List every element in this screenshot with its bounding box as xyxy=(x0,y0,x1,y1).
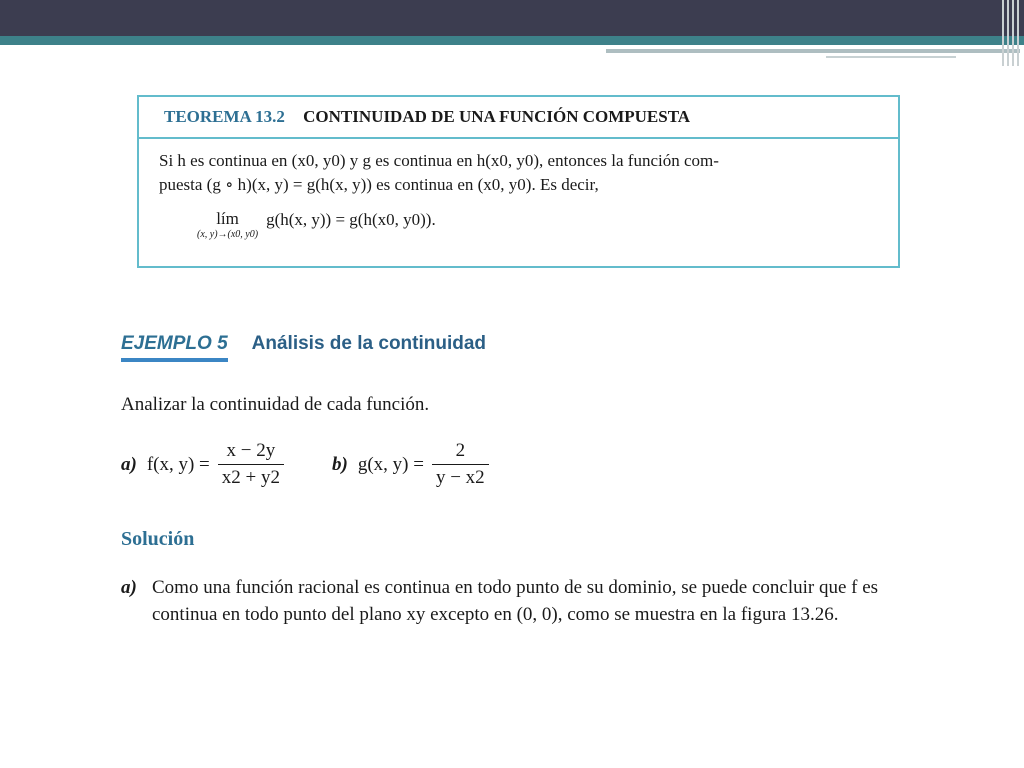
part-a-fraction xyxy=(218,440,284,489)
slide-header-band xyxy=(0,0,1024,36)
limit-expression: g(h(x, y)) = g(h(x0, y0)). xyxy=(266,210,436,229)
example-intro: Analizar la continuidad de cada función. xyxy=(121,394,430,415)
part-a-numerator: x − 2y xyxy=(226,440,276,461)
solution-part-a-label: a) xyxy=(121,577,137,598)
solution-part-a xyxy=(121,574,927,628)
part-b-label: b) xyxy=(332,453,348,475)
part-a-denominator: x2 + y2 xyxy=(218,464,284,489)
part-b-lhs: g(x, y) = xyxy=(357,453,424,475)
theorem-title: CONTINUIDAD DE UNA FUNCIÓN COMPUESTA xyxy=(303,107,691,126)
theorem-limit xyxy=(197,209,878,240)
part-b-fraction xyxy=(432,440,489,489)
slide-corner-lines xyxy=(998,0,1024,66)
limit-word: lím xyxy=(216,209,239,228)
example-title: Análisis de la continuidad xyxy=(251,333,487,354)
part-a-lhs: f(x, y) = xyxy=(146,453,210,475)
solution-part-a-text: Como una función racional es continua en todo punto de su dominio, se puede concluir que f es continua en todo punto del plano xy excepto en (0, 0), como se muestra en la figura 13.26. xyxy=(152,577,879,625)
theorem-number: TEOREMA 13.2 xyxy=(164,107,285,126)
theorem-box xyxy=(137,95,900,268)
part-b-numerator: 2 xyxy=(455,440,466,461)
limit-subscript: (x, y)→(x0, y0) xyxy=(197,229,259,240)
example-label: EJEMPLO 5 xyxy=(121,333,228,362)
part-b-denominator: y − x2 xyxy=(432,464,489,489)
example-parts xyxy=(121,440,489,489)
theorem-line-2: puesta (g ∘ h)(x, y) = g(h(x, y)) es continua en (x0, y0). Es decir, xyxy=(159,175,599,194)
slide-accent-bar xyxy=(0,36,1024,45)
theorem-body xyxy=(139,139,898,240)
slide-accent-lines xyxy=(606,46,1024,66)
theorem-line-1: Si h es continua en (x0, y0) y g es continua en h(x0, y0), entonces la función com- xyxy=(159,151,719,170)
part-a-label: a) xyxy=(121,453,137,475)
solution-heading: Solución xyxy=(121,528,195,550)
part-b xyxy=(332,440,489,489)
example-heading xyxy=(121,333,486,369)
theorem-header xyxy=(139,97,898,139)
limit-operator xyxy=(197,209,258,240)
